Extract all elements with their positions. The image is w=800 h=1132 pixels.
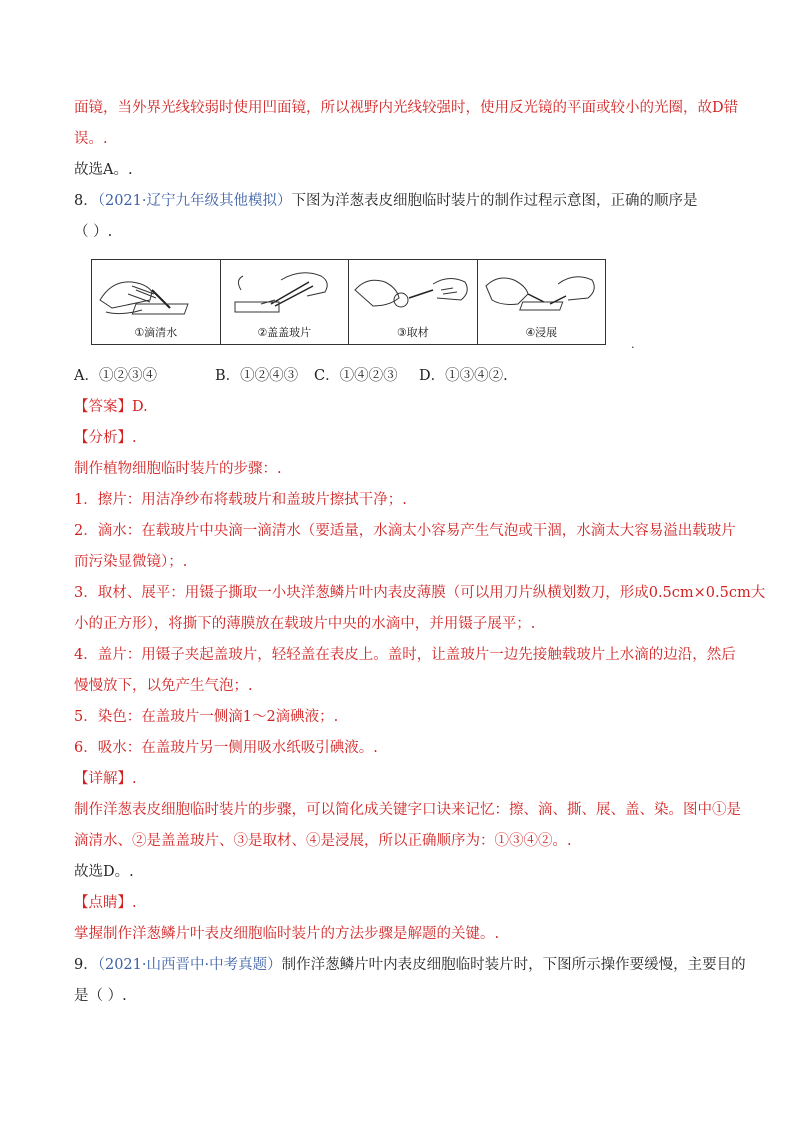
analysis-line: 制作植物细胞临时装片的步骤：. xyxy=(74,461,282,477)
choice-d: D．①③④②. xyxy=(419,368,508,384)
question-stem: 下图为洋葱表皮细胞临时装片的制作过程示意图，正确的顺序是 xyxy=(291,193,698,209)
figure-panel-3 xyxy=(349,260,478,344)
analysis-line: 2．滴水：在载玻片中央滴一滴清水（要适量，水滴太小容易产生气泡或干涸，水滴太大容易溢出载玻片 xyxy=(74,523,736,539)
analysis-tag: 【分析】. xyxy=(74,430,137,446)
analysis-line: 慢慢放下，以免产生气泡；. xyxy=(74,678,253,694)
detail-line: 制作洋葱表皮细胞临时装片的步骤，可以简化成关键字口诀来记忆：擦、滴、撕、展、盖、染。图中①是 xyxy=(74,802,741,818)
choice-a: A．①②③④ xyxy=(74,368,157,384)
conclusion-line: 故选D。. xyxy=(74,864,134,880)
detail-line: 滴清水、②是盖盖玻片、③是取材、④是浸展，所以正确顺序为：①③④②。. xyxy=(74,833,572,849)
analysis-line: 3．取材、展平：用镊子撕取一小块洋葱鳞片叶内表皮薄膜（可以用刀片纵横划数刀，形成0.5cm×0.5cm大 xyxy=(74,585,766,601)
question-9-line-2: 是（ ）. xyxy=(74,988,127,1004)
question-stem: 制作洋葱鳞片叶内表皮细胞临时装片时，下图所示操作要缓慢，主要目的 xyxy=(281,957,746,973)
analysis-line: 6．吸水：在盖玻片另一侧用吸水纸吸引碘液。. xyxy=(74,740,378,756)
text-line: 故选A。. xyxy=(74,162,133,178)
detail-tag: 【详解】. xyxy=(74,771,137,787)
figure-panel-1 xyxy=(92,260,221,344)
figure-label-3: ③取材 xyxy=(396,326,429,339)
answer-line xyxy=(74,397,148,417)
question-source: （2021·辽宁九年级其他模拟） xyxy=(97,193,292,209)
figure-panel-4 xyxy=(478,260,606,344)
analysis-line: 5．染色：在盖玻片一侧滴1～2滴碘液；. xyxy=(74,709,339,725)
analysis-line: 而污染显微镜）；. xyxy=(74,554,188,570)
comment-line: 掌握制作洋葱鳞片叶表皮细胞临时装片的方法步骤是解题的关键。. xyxy=(74,926,500,942)
procedure-figure xyxy=(91,259,606,345)
analysis-line: 4．盖片：用镊子夹起盖玻片，轻轻盖在表皮上。盖时，让盖玻片一边先接触载玻片上水滴的边沿，然后 xyxy=(74,647,736,663)
choice-b: B．①②④③ xyxy=(215,368,299,384)
figure-label-1: ①滴清水 xyxy=(134,326,178,339)
question-8 xyxy=(74,191,698,211)
figure-dot: . xyxy=(631,338,635,351)
figure-panel-2 xyxy=(221,260,350,344)
figure-label-4: ④浸展 xyxy=(525,326,558,339)
question-source: （2021·山西晋中·中考真题） xyxy=(97,957,282,973)
question-number: 9． xyxy=(74,957,98,973)
answer-tag: 【答案】 xyxy=(74,399,132,415)
answer-value: D. xyxy=(132,399,148,415)
text-line: 误。. xyxy=(74,131,108,147)
analysis-line: 小的正方形），将撕下的薄膜放在载玻片中央的水滴中，并用镊子展平；. xyxy=(74,616,536,632)
text-line: 面镜，当外界光线较弱时使用凹面镜，所以视野内光线较强时，使用反光镜的平面或较小的光圈，故D错 xyxy=(74,100,739,116)
figure-label-2: ②盖盖玻片 xyxy=(257,326,312,339)
question-number: 8． xyxy=(74,193,98,209)
comment-tag: 【点睛】. xyxy=(74,895,137,911)
choice-c: C．①④②③ xyxy=(314,368,398,384)
answer-parenthesis: （ ）. xyxy=(74,224,113,240)
analysis-line: 1．擦片：用洁净纱布将载玻片和盖玻片擦拭干净；. xyxy=(74,492,407,508)
question-9 xyxy=(74,955,746,975)
